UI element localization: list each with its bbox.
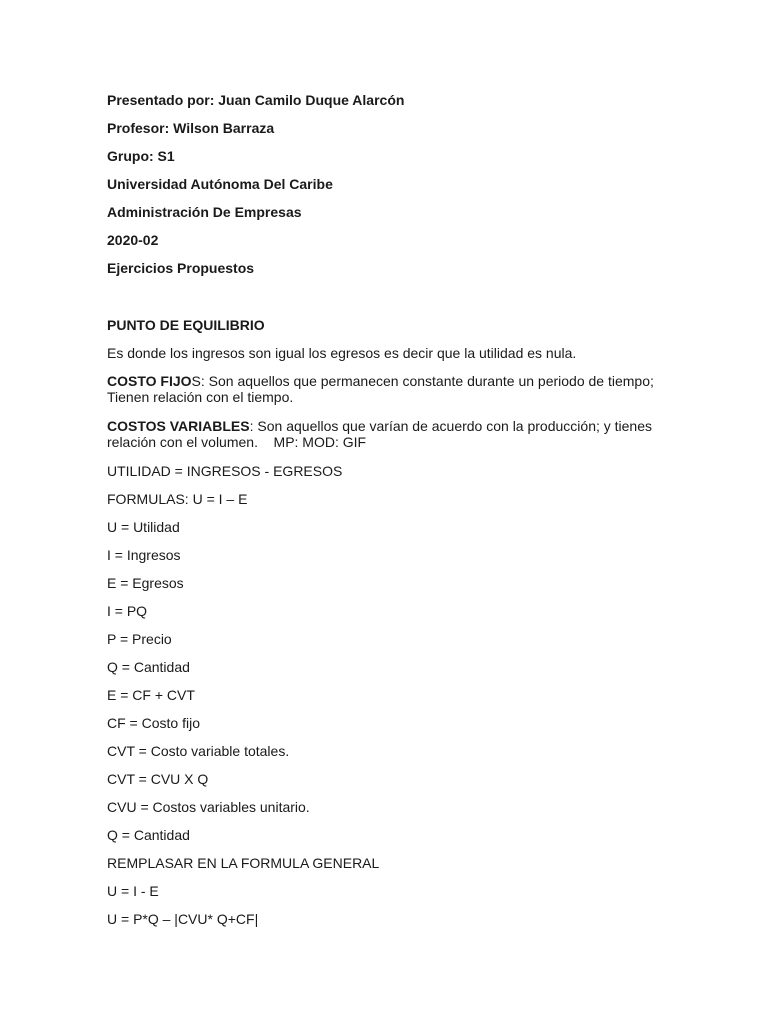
formula-line: E = Egresos — [107, 575, 184, 591]
formula-line: U = P*Q – |CVU* Q+CF| — [107, 911, 259, 927]
formula-line: REMPLASAR EN LA FORMULA GENERAL — [107, 855, 380, 871]
formula-line: E = CF + CVT — [107, 687, 195, 703]
group: Grupo: S1 — [107, 148, 175, 164]
subject: Ejercicios Propuestos — [107, 260, 255, 276]
formula-line: CF = Costo fijo — [107, 715, 200, 731]
fixed-costs-text: S: Son aquellos que permanecen constante durante un periodo de tiempo; Tienen relación con el tiempo. — [107, 373, 654, 405]
formula-line: P = Precio — [107, 631, 172, 647]
formula-line: U = I - E — [107, 883, 159, 899]
fixed-costs-term: COSTO FIJO — [107, 373, 192, 389]
formula-line: CVT = Costo variable totales. — [107, 743, 290, 759]
definition: Es donde los ingresos son igual los egresos es decir que la utilidad es nula. — [107, 345, 577, 361]
formula-line: I = PQ — [107, 603, 148, 619]
variable-costs-text: : Son aquellos que varían de acuerdo con la producción; y tienes relación con el volumen. MP: MOD: GIF — [107, 418, 656, 450]
program: Administración De Empresas — [107, 204, 302, 220]
formula-line: CVU = Costos variables unitario. — [107, 799, 310, 815]
variable-costs-paragraph — [107, 418, 667, 450]
presented-by: Presentado por: Juan Camilo Duque Alarcón — [107, 92, 405, 108]
formula-line: UTILIDAD = INGRESOS - EGRESOS — [107, 463, 343, 479]
fixed-costs-paragraph — [107, 373, 667, 405]
professor: Profesor: Wilson Barraza — [107, 120, 275, 136]
formula-line: CVT = CVU X Q — [107, 771, 209, 787]
formula-line: U = Utilidad — [107, 519, 180, 535]
period: 2020-02 — [107, 232, 159, 248]
section-title: PUNTO DE EQUILIBRIO — [107, 317, 265, 333]
variable-costs-term: COSTOS VARIABLES — [107, 418, 250, 434]
formula-line: FORMULAS: U = I – E — [107, 491, 248, 507]
formula-line: Q = Cantidad — [107, 659, 190, 675]
university: Universidad Autónoma Del Caribe — [107, 176, 333, 192]
formula-line: Q = Cantidad — [107, 827, 190, 843]
formula-line: I = Ingresos — [107, 547, 181, 563]
